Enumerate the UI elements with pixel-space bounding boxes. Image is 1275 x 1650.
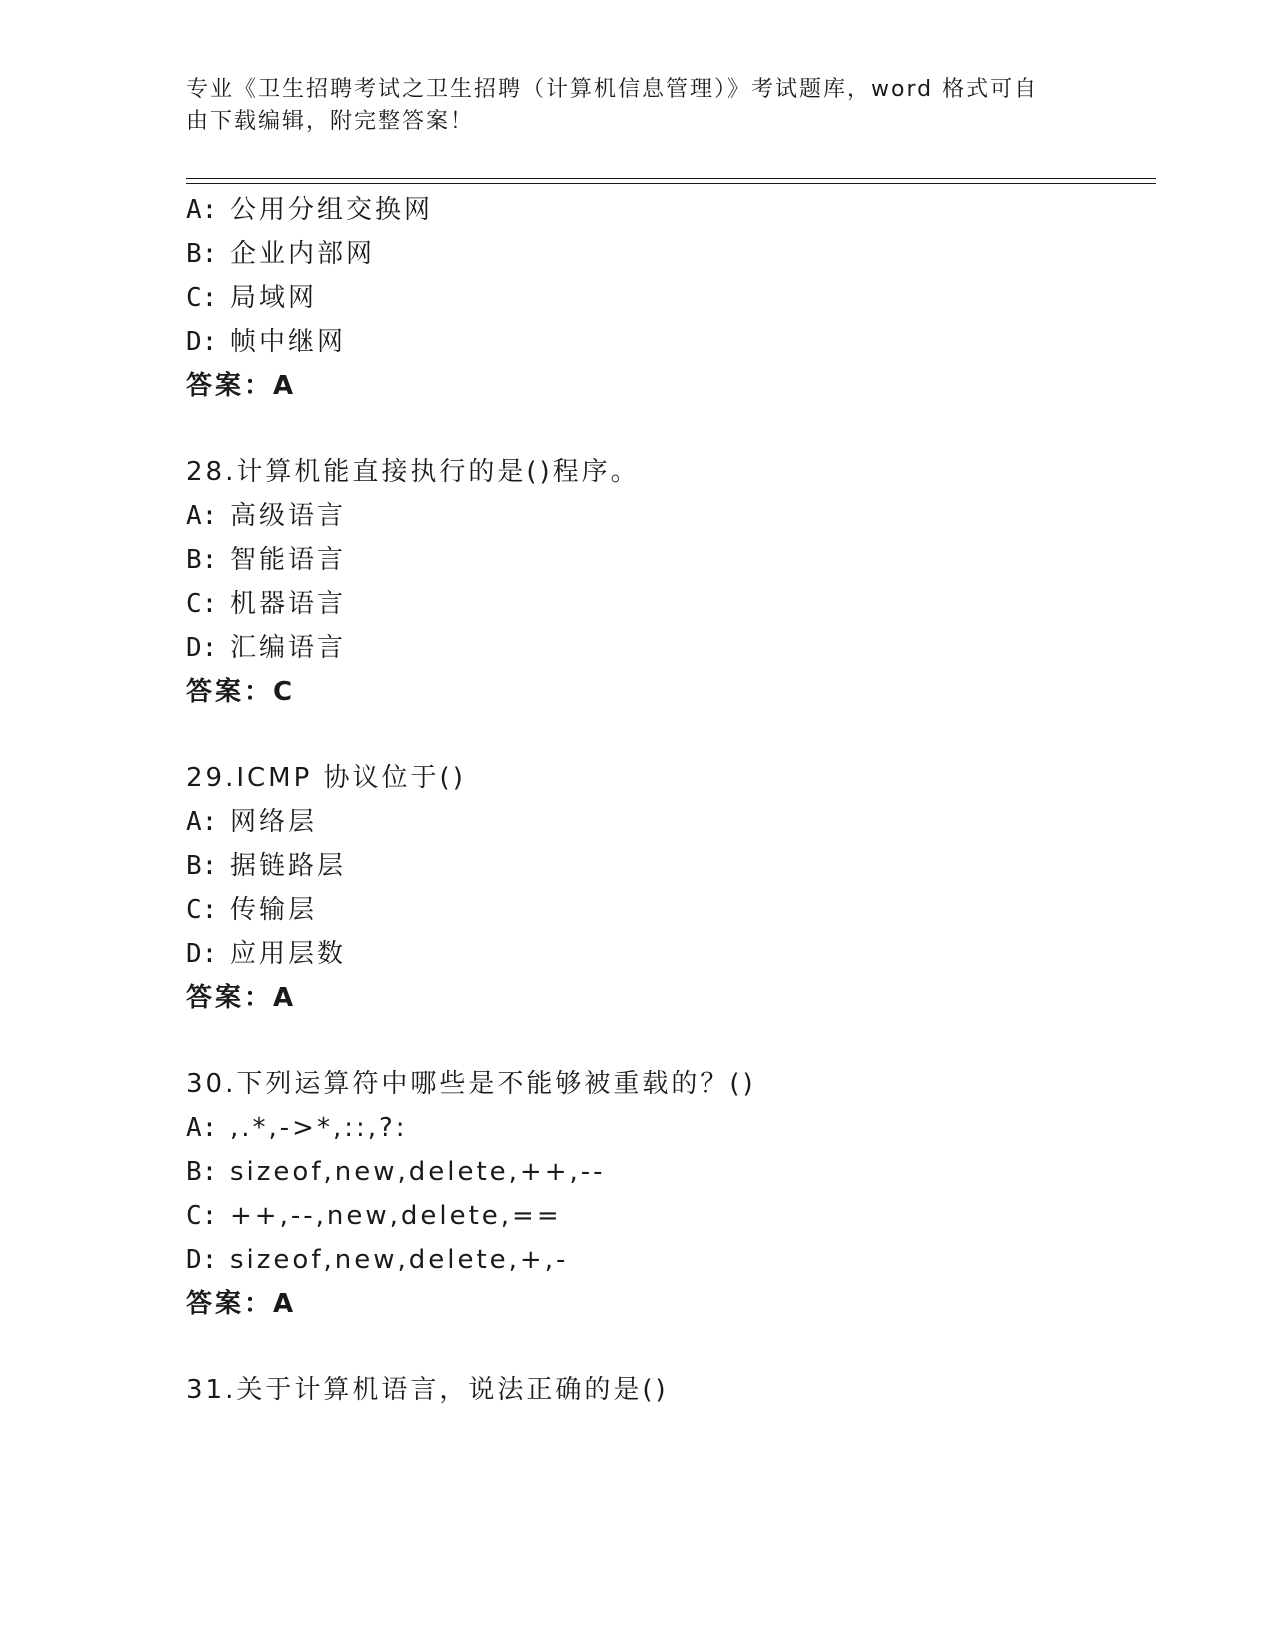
option-c bbox=[186, 281, 317, 315]
question-stem: 30.下列运算符中哪些是不能够被重载的？() bbox=[186, 1069, 756, 1099]
option-a bbox=[186, 805, 317, 839]
option-b bbox=[186, 1155, 606, 1189]
option-b bbox=[186, 849, 346, 883]
option-text: 智能语言 bbox=[230, 545, 347, 575]
option-key: B: bbox=[186, 545, 218, 575]
option-text: ++,--,new,delete,== bbox=[230, 1201, 562, 1231]
option-key: D: bbox=[186, 327, 218, 357]
option-key: B: bbox=[186, 851, 218, 881]
option-d bbox=[186, 937, 346, 971]
option-c bbox=[186, 1199, 562, 1233]
option-text: 网络层 bbox=[230, 807, 318, 837]
question-stem: 28.计算机能直接执行的是()程序。 bbox=[186, 457, 640, 487]
option-text: 高级语言 bbox=[230, 501, 347, 531]
option-key: D: bbox=[186, 633, 218, 663]
option-text: 汇编语言 bbox=[230, 633, 347, 663]
option-key: B: bbox=[186, 1157, 218, 1187]
option-key: C: bbox=[186, 283, 218, 313]
option-text: 企业内部网 bbox=[230, 239, 376, 269]
option-text: sizeof,new,delete,++,-- bbox=[230, 1157, 606, 1187]
option-a bbox=[186, 499, 346, 533]
option-d bbox=[186, 325, 346, 359]
option-text: 公用分组交换网 bbox=[230, 195, 434, 225]
option-key: B: bbox=[186, 239, 218, 269]
header-line-2: 由下载编辑，附完整答案！ bbox=[186, 109, 475, 134]
option-c bbox=[186, 587, 346, 621]
answer: 答案：C bbox=[186, 677, 296, 707]
option-b bbox=[186, 543, 346, 577]
question-stem: 31.关于计算机语言，说法正确的是() bbox=[186, 1375, 669, 1405]
option-key: A: bbox=[186, 1113, 218, 1143]
option-a bbox=[186, 193, 433, 227]
option-text: 机器语言 bbox=[230, 589, 347, 619]
option-key: C: bbox=[186, 1201, 218, 1231]
option-text: 局域网 bbox=[230, 283, 318, 313]
option-text: ,.*,->*,::,?: bbox=[230, 1113, 408, 1143]
option-d bbox=[186, 631, 346, 665]
option-key: C: bbox=[186, 589, 218, 619]
document-header bbox=[186, 74, 1066, 138]
option-text: sizeof,new,delete,+,- bbox=[230, 1245, 569, 1275]
answer: 答案：A bbox=[186, 371, 297, 401]
option-c bbox=[186, 893, 317, 927]
option-a bbox=[186, 1111, 408, 1145]
option-text: 帧中继网 bbox=[230, 327, 347, 357]
option-key: A: bbox=[186, 807, 218, 837]
answer: 答案：A bbox=[186, 983, 297, 1013]
answer: 答案：A bbox=[186, 1289, 297, 1319]
question-stem: 29.ICMP 协议位于() bbox=[186, 763, 466, 793]
header-divider-top bbox=[186, 178, 1156, 179]
option-key: D: bbox=[186, 1245, 218, 1275]
option-text: 传输层 bbox=[230, 895, 318, 925]
header-line-1: 专业《卫生招聘考试之卫生招聘（计算机信息管理）》考试题库，word 格式可自 bbox=[186, 77, 1039, 102]
option-text: 应用层数 bbox=[230, 939, 347, 969]
option-text: 据链路层 bbox=[230, 851, 347, 881]
option-b bbox=[186, 237, 375, 271]
option-d bbox=[186, 1243, 568, 1277]
option-key: A: bbox=[186, 195, 218, 225]
header-divider-bottom bbox=[186, 183, 1156, 184]
option-key: D: bbox=[186, 939, 218, 969]
option-key: C: bbox=[186, 895, 218, 925]
option-key: A: bbox=[186, 501, 218, 531]
